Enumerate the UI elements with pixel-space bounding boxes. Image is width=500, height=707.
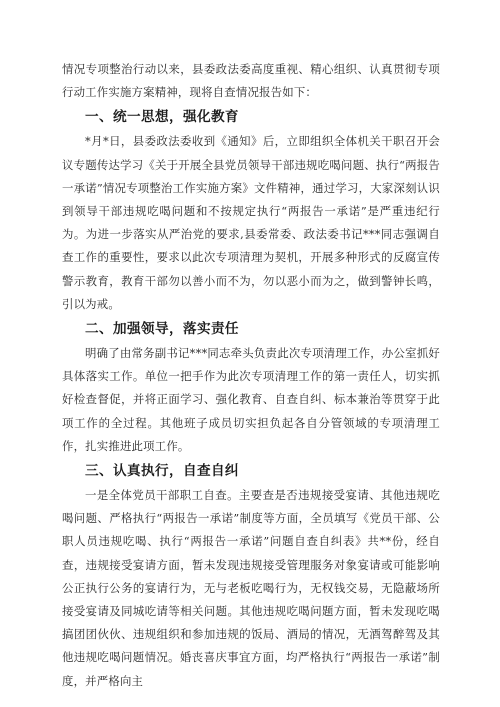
intro-paragraph: 情况专项整治行动以来，县委政法委高度重视、精心组织、认真贯彻专项行动工作实施方案精神，现将自查情况报告如下： bbox=[62, 62, 440, 100]
section-heading-2: 二、加强领导，落实责任 bbox=[85, 321, 239, 338]
section-heading-3: 三、认真执行，自查自纠 bbox=[85, 463, 239, 480]
document-body bbox=[62, 58, 440, 693]
section-2-paragraph: 明确了由常务副书记***同志牵头负责此次专项清理工作，办公室抓好具体落实工作。单位一把手作为此次专项清理工作的第一责任人，切实抓好检查督促，并将正面学习、强化教育、自查自纠、标本兼治等贯穿于此项工作的全过程。其他班子成员切实担负起各自分管领域的专项清理工作，扎实推进此项工作。 bbox=[62, 346, 440, 453]
section-1-paragraph: *月*日，县委政法委收到《通知》后，立即组织全体机关干职召开会议专题传达学习《关于开展全县党员领导干部违规吃喝问题、执行“两报告一承诺”情况专项整治工作实施方案》文件精神，通过学习，大家深刻认识到领导干部违规吃喝问题和不按规定执行“两报告一承诺”是严重违纪行为。为进一步落实从严治党的要求,县委常委、政法委书记***同志强调自查工作的重要性，要求以此次专项清理为契机，开展多种形式的反腐宣传警示教育，教育干部勿以善小而不为，勿以恶小而为之，做到警钟长鸣，引以为戒。 bbox=[62, 134, 440, 311]
section-heading-1: 一、统一思想，强化教育 bbox=[85, 109, 239, 126]
section-3-paragraph: 一是全体党员干部职工自查。主要查是否违规接受宴请、其他违规吃喝问题、严格执行“两报告一承诺”制度等方面，全员填写《党员干部、公职人员违规吃喝、执行“两报告一承诺”问题自查自纠表》共**份，经自查，违规接受宴请方面，暂未发现违规接受管理服务对象宴请或可能影响公正执行公务的宴请行为，无与老板吃喝行为，无权钱交易，无隐蔽场所接受宴请及同城吃请等相关问题。其他违规吃喝问题方面，暂未发现吃喝搞团团伙伙、违规组织和参加违规的饭局、酒局的情况，无酒驾醉驾及其他违规吃喝问题情况。婚丧喜庆事宜方面，均严格执行“两报告一承诺”制度，并严格向主 bbox=[62, 488, 440, 688]
